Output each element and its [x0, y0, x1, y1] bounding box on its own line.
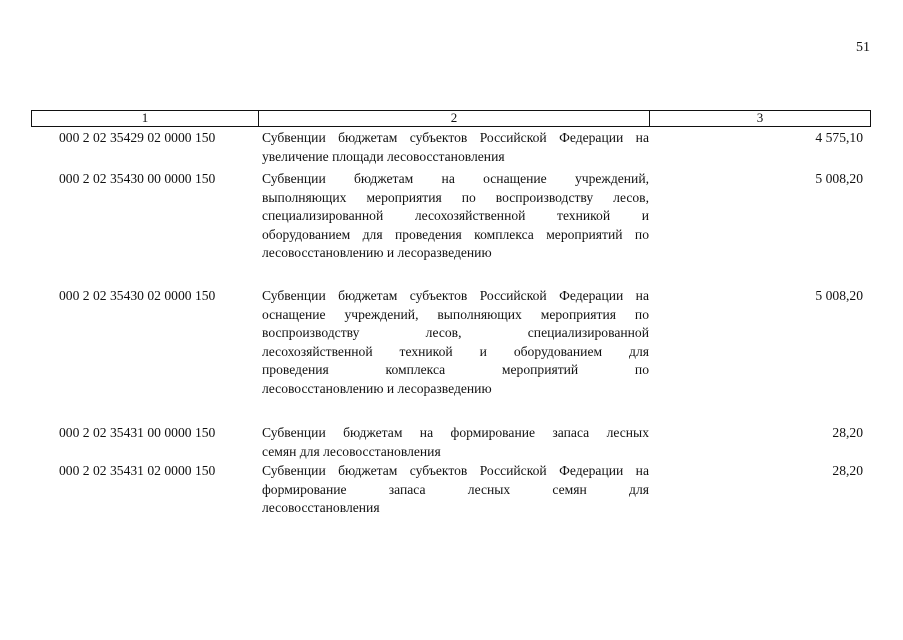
description-line: лесовосстановлению и лесоразведению	[262, 245, 492, 260]
table-header	[31, 110, 871, 127]
description-line: выполняющих мероприятия по воспроизводству лесов,	[262, 189, 649, 205]
description-line: лесохозяйственной техникой и оборудованием для	[262, 343, 649, 359]
description-line: Субвенции бюджетам субъектов Российской Федерации на	[262, 288, 649, 303]
column-header-amount: 3	[756, 110, 764, 125]
description-line: Субвенции бюджетам на оснащение учреждений,	[262, 171, 649, 186]
description-line: воспроизводству лесов, специализированной	[262, 325, 649, 340]
column-header-description: 2	[259, 111, 650, 126]
row-amount: 5 008,20	[815, 288, 863, 303]
row-description	[262, 287, 649, 398]
budget-code: 000 2 02 35431 00 0000 150	[59, 425, 216, 440]
row-amount: 4 575,10	[815, 130, 863, 145]
description-line: формирование запаса лесных семян для	[262, 481, 649, 497]
budget-code: 000 2 02 35429 02 0000 150	[59, 130, 216, 145]
row-description	[262, 424, 649, 461]
row-description	[262, 129, 649, 166]
budget-code: 000 2 02 35430 02 0000 150	[59, 288, 216, 303]
description-line: специализированной лесохозяйственной техникой и	[262, 208, 649, 223]
budget-code: 000 2 02 35431 02 0000 150	[59, 463, 216, 478]
description-line: лесовосстановления	[262, 500, 380, 515]
page-number: 51	[856, 40, 870, 55]
description-line: увеличение площади лесовосстановления	[262, 148, 505, 164]
row-amount: 5 008,20	[815, 171, 863, 186]
description-line: Субвенции бюджетам субъектов Российской Федерации на	[262, 463, 649, 478]
description-line: семян для лесовосстановления	[262, 443, 441, 459]
row-description	[262, 170, 649, 263]
description-line: проведения комплекса мероприятий по	[262, 362, 649, 377]
description-line: оборудованием для проведения комплекса мероприятий по	[262, 226, 649, 242]
row-amount: 28,20	[832, 463, 863, 478]
row-amount: 28,20	[832, 425, 863, 440]
row-description	[262, 462, 649, 518]
description-line: оснащение учреждений, выполняющих мероприятия по	[262, 306, 649, 322]
budget-code: 000 2 02 35430 00 0000 150	[59, 171, 216, 186]
description-line: Субвенции бюджетам на формирование запаса лесных	[262, 425, 649, 440]
description-line: лесовосстановлению и лесоразведению	[262, 380, 492, 396]
column-header-code: 1	[32, 111, 259, 126]
description-line: Субвенции бюджетам субъектов Российской Федерации на	[262, 130, 649, 145]
